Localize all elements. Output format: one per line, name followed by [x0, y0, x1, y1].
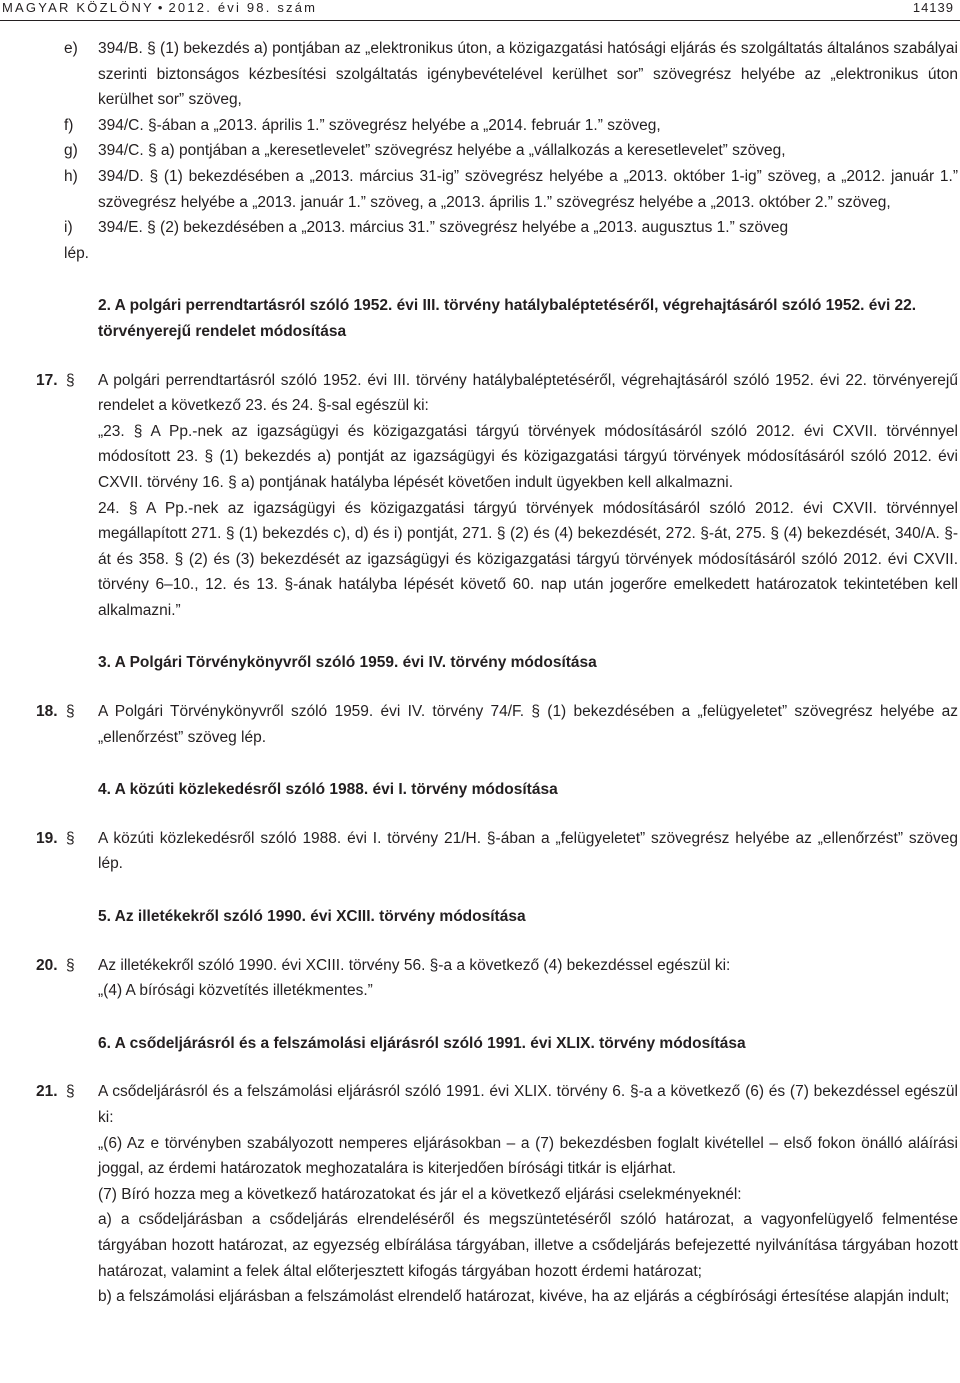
- paragraph-text: „(6) Az e törvényben szabályozott nemperes eljárásokban – a (7) bekezdésben foglalt kivétellel – első fokon önálló aláírási joggal, az érdemi határozatok meghozatalára is kiterjedően bírósági titkár is eljárhat.: [98, 1134, 958, 1178]
- section-title: 4. A közúti közlekedésről szóló 1988. évi I. törvény módosítása: [98, 781, 558, 799]
- paragraph-text: A polgári perrendtartásról szóló 1952. évi III. törvény hatálybaléptetéséről, végrehajtásáról szóló 1952. évi 22. törvényerejű rendelet a következő 23. és 24. §-sal egészül ki:: [98, 371, 958, 415]
- list-item: [64, 215, 958, 241]
- paragraph-number: 19.: [36, 829, 58, 847]
- section-sign: §: [66, 371, 75, 389]
- page-body: [36, 36, 958, 1310]
- journal-title: MAGYAR KÖZLÖNY: [2, 0, 154, 15]
- running-head: [2, 0, 317, 15]
- paragraph-text: (7) Bíró hozza meg a következő határozatokat és jár el a következő eljárási cselekményeknél:: [98, 1185, 742, 1203]
- item-text: 394/C. § a) pontjában a „keresetlevelet” szövegrész helyébe a „vállalkozás a keresetlevelet” szöveg,: [98, 142, 786, 160]
- paragraph-text: „23. § A Pp.-nek az igazságügyi és közigazgatási tárgyú törvények módosításáról szóló 2012. évi CXVII. törvénnyel módosított 23. § (1) bekezdés a) pontját az igazságügyi és közigazgatási tárgyú törvények módosításáról szóló 2012. évi CXVII. törvény 16. § a) pontjának hatályba lépését követően indult ügyekben kell alkalmazni.: [98, 422, 958, 491]
- paragraph-18: [36, 699, 958, 750]
- item-label: f): [64, 116, 74, 134]
- list-item: [64, 164, 958, 215]
- section-sign: §: [66, 829, 75, 847]
- list-item: [64, 138, 958, 164]
- paragraph-number: 20.: [36, 956, 58, 974]
- closing-word: lép.: [64, 244, 89, 262]
- paragraph-text: a) a csődeljárásban a csődeljárás elrendeléséről és megszüntetéséről szóló határozat, a vagyonfelügyelő felmentése tárgyában hozott határozat, az egyezség elbírálása tárgyában, illetve a csődeljárás befejezetté nyilvánítása tárgyában hozott határozat, valamint a felek által előterjesztett kifogás tárgyában hozott érdemi határozat;: [98, 1211, 958, 1280]
- item-label: e): [64, 40, 78, 57]
- paragraph-19: [36, 826, 958, 877]
- paragraph-text: A közúti közlekedésről szóló 1988. évi I. törvény 21/H. §-ában a „felügyeletet” szövegrész helyébe az „ellenőrzést” szöveg lép.: [98, 829, 958, 873]
- paragraph-number: 18.: [36, 703, 58, 721]
- amendment-list: [64, 36, 958, 266]
- paragraph-text: 24. § A Pp.-nek az igazságügyi és közigazgatási tárgyú törvények módosításáról szóló 2012. évi CXVII. törvénnyel megállapított 271. § (1) bekezdés c), d) és i) pontját, 271. § (2) és (4) bekezdését, 272. §-át, 275. § (4) bekezdését, 340/A. §-át és 358. § (2) és (3) bekezdését az igazságügyi és közigazgatási tárgyú törvények módosításáról szóló 2012. évi CXVII. törvény 6–10., 12. és 13. §-ának hatályba lépését követő 60. nap után jogerőre emelkedett határozatok tekintetében kell alkalmazni.”: [98, 499, 958, 619]
- page-number: 14139: [912, 0, 954, 15]
- paragraph-20: [36, 953, 958, 1004]
- paragraph-number: 21.: [36, 1083, 58, 1101]
- section-sign: §: [66, 1083, 75, 1101]
- page-header: [0, 0, 960, 22]
- issue-label: 2012. évi 98. szám: [168, 0, 318, 15]
- list-item: [64, 36, 958, 113]
- header-rule: [0, 20, 960, 21]
- section-2: [36, 293, 958, 623]
- paragraph-21: [36, 1079, 958, 1309]
- section-3: [36, 650, 958, 750]
- paragraph-text: Az illetékekről szóló 1990. évi XCIII. törvény 56. §-a a következő (4) bekezdéssel egészül ki:: [98, 956, 731, 974]
- item-label: g): [64, 142, 78, 160]
- section-4: [36, 777, 958, 877]
- paragraph-text: „(4) A bírósági közvetítés illetékmentes.”: [98, 982, 373, 1000]
- section-5: [36, 904, 958, 1004]
- section-title: 3. A Polgári Törvénykönyvről szóló 1959. évi IV. törvény módosítása: [98, 654, 597, 672]
- item-label: h): [64, 167, 78, 185]
- paragraph-17: [36, 368, 958, 624]
- item-text: 394/E. § (2) bekezdésében a „2013. március 31.” szövegrész helyébe a „2013. augusztus 1.” szöveg: [98, 219, 789, 237]
- paragraph-text: A csődeljárásról és a felszámolási eljárásról szóló 1991. évi XLIX. törvény 6. §-a a következő (6) és (7) bekezdéssel egészül ki:: [98, 1083, 958, 1126]
- section-6: [36, 1031, 958, 1310]
- list-item: [64, 113, 958, 139]
- item-text: 394/C. §-ában a „2013. április 1.” szövegrész helyébe a „2014. február 1.” szöveg,: [98, 116, 661, 134]
- section-sign: §: [66, 703, 75, 721]
- bullet-separator: •: [157, 0, 163, 15]
- item-text: 394/D. § (1) bekezdésében a „2013. március 31-ig” szövegrész helyébe a „2013. október 1-ig” szöveg, a „2012. január 1.” szövegrész helyébe a „2013. január 1.” szöveg, a „2013. április 1.” szövegrész helyébe a „2013. október 2.” szöveg,: [98, 167, 958, 211]
- section-title: 6. A csődeljárásról és a felszámolási eljárásról szóló 1991. évi XLIX. törvény módosítása: [98, 1034, 746, 1052]
- paragraph-number: 17.: [36, 371, 58, 389]
- item-text: 394/B. § (1) bekezdés a) pontjában az „elektronikus úton, a közigazgatási hatósági eljárás és szolgáltatás általános szabályai szerinti biztonságos kézbesítési szolgáltatás igénybevételével kerülhet sor” szövegrész helyébe az „elektronikus úton kerülhet sor” szöveg,: [98, 40, 958, 109]
- paragraph-text: A Polgári Törvénykönyvről szóló 1959. évi IV. törvény 74/F. § (1) bekezdésében a „felügyeletet” szövegrész helyébe az „ellenőrzést” szöveg lép.: [98, 703, 958, 746]
- section-title: 2. A polgári perrendtartásról szóló 1952. évi III. törvény hatálybaléptetéséről, végrehajtásáról szóló 1952. évi 22. törvényerejű rendelet módosítása: [98, 297, 917, 340]
- section-title: 5. Az illetékekről szóló 1990. évi XCIII. törvény módosítása: [98, 908, 526, 926]
- section-sign: §: [66, 956, 75, 974]
- paragraph-text: b) a felszámolási eljárásban a felszámolást elrendelő határozat, kivéve, ha az eljárás a cégbírósági értesítése alapján indult;: [98, 1288, 950, 1306]
- item-label: i): [64, 219, 73, 237]
